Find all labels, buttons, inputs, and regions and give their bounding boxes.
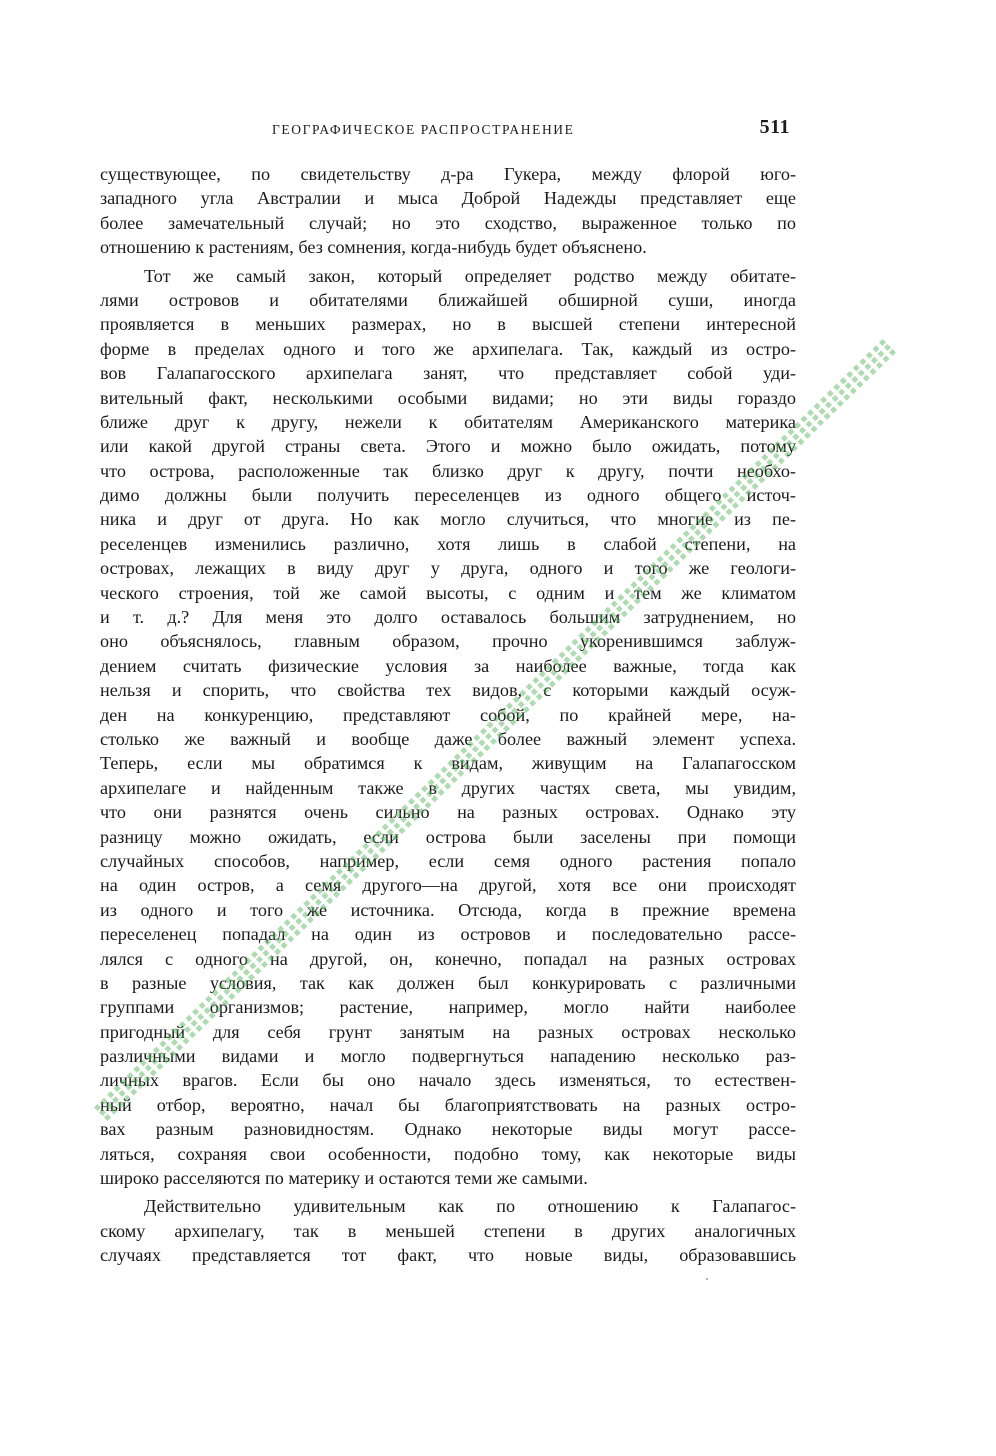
- watermark-dot: [840, 377, 847, 384]
- paragraph-3: [100, 1194, 796, 1267]
- watermark-dot: [807, 409, 814, 416]
- watermark-dot: [810, 425, 817, 432]
- text-line: группами организмов; растение, например, могло найти наиболее: [100, 997, 796, 1018]
- watermark-dot: [869, 368, 876, 375]
- text-line: ческого строения, той же самой высоты, с одним и тем же климатом: [100, 582, 796, 603]
- watermark-dot: [824, 413, 831, 420]
- text-line: Тот же самый закон, который определяет родство между обитате-: [144, 265, 796, 286]
- watermark-dot: [846, 371, 853, 378]
- text-line: существующее, по свидетельству д-ра Гукера, между флорой юго-: [100, 164, 796, 184]
- watermark-dot: [884, 344, 891, 351]
- text-line: димо должны были получить переселенцев из одного общего источ-: [100, 485, 796, 506]
- watermark-dot: [850, 387, 857, 394]
- text-line: столько же важный и вообще даже более важный элемент успеха.: [100, 728, 796, 749]
- watermark-dot: [800, 415, 807, 422]
- text-line: вов Галапагосского архипелага занят, что представляет собой уди-: [100, 363, 796, 384]
- text-line: оно объяснялось, главным образом, прочно укоренившимся заблуж-: [100, 631, 796, 652]
- text-line: проявляется в меньших размерах, но в высшей степени интересной: [100, 314, 796, 335]
- text-line: ден на конкуренцию, представляют собой, по крайней мере, на-: [100, 704, 796, 725]
- watermark-dot: [817, 419, 824, 426]
- text-line: вах разным разновидностям. Однако некоторые виды могут рассе-: [100, 1119, 796, 1140]
- text-line: что они разнятся очень сильно на разных островах. Однако эту: [100, 802, 796, 823]
- watermark-dot: [877, 350, 884, 357]
- watermark-dot: [851, 376, 858, 383]
- watermark-dot: [871, 357, 878, 364]
- watermark-dot: [804, 432, 811, 439]
- text-line: архипелаге и найденным также в других частях света, мы увидим,: [100, 777, 796, 798]
- text-line: отношению к растениям, без сомнения, когда-нибудь будет объяснено.: [100, 237, 647, 258]
- text-line: на один остров, а семя другого—на другой, хотя все они происходят: [100, 875, 796, 896]
- watermark-dot: [879, 339, 886, 346]
- watermark-dot: [876, 362, 883, 369]
- text-line: скому архипелагу, так в меньшей степени в других аналогичных: [100, 1220, 796, 1241]
- text-line: вительный факт, несколькими особыми видами; но эти виды гораздо: [100, 387, 796, 408]
- text-line: более замечательный случай; но это сходство, выраженное только по: [100, 212, 796, 233]
- body-text: [100, 162, 796, 1268]
- running-head: ГЕОГРАФИЧЕСКОЕ РАСПРОСТРАНЕНИЕ: [272, 122, 575, 137]
- watermark-dot: [819, 408, 826, 415]
- text-line: или какой другой страны света. Этого и можно было ожидать, потому: [100, 436, 796, 457]
- watermark-dot: [799, 427, 806, 434]
- watermark-dot: [889, 349, 896, 356]
- text-line: ближе друг к другу, нежели к обитателям Американского материка: [100, 411, 796, 432]
- watermark-dot: [827, 390, 834, 397]
- watermark-dot: [837, 400, 844, 407]
- watermark-dot: [814, 403, 821, 410]
- text-line: личных врагов. Если бы оно начало здесь изменяться, то естествен-: [100, 1070, 796, 1091]
- text-line: разницу можно ожидать, если острова были заселены при помощи: [100, 826, 796, 847]
- text-line: островах, лежащих в виду друг у друга, одного и того же геологи-: [100, 558, 796, 579]
- text-line: лями островов и обитателями ближайшей обширной суши, иногда: [100, 289, 796, 310]
- watermark-dot: [853, 364, 860, 371]
- watermark-dot: [858, 369, 865, 376]
- paragraph-1: [100, 162, 796, 260]
- text-line: переселенец попадал на один из островов и последовательно рассе-: [100, 924, 796, 945]
- watermark-dot: [832, 395, 839, 402]
- watermark-dot: [833, 384, 840, 391]
- watermark-dot: [843, 394, 850, 401]
- watermark-dot: [830, 406, 837, 413]
- watermark-dot: [805, 420, 812, 427]
- watermark-dot: [797, 438, 804, 445]
- scan-speck: [706, 1278, 708, 1280]
- text-line: ника и друг от друга. Но как могло случиться, что многие из пе-: [100, 509, 796, 530]
- paragraph-2: [100, 264, 796, 1191]
- watermark-dot: [864, 363, 871, 370]
- watermark-dot: [882, 355, 889, 362]
- watermark-dot: [866, 352, 873, 359]
- page-header: [100, 118, 796, 146]
- watermark-dot: [825, 401, 832, 408]
- text-line: различными видами и могло подвергнуться нападению несколько раз-: [100, 1046, 796, 1067]
- text-line: из одного и того же источника. Отсюда, когда в прежние времена: [100, 899, 796, 920]
- text-line: лялся с одного на другой, он, конечно, попадал на разных островах: [100, 948, 796, 969]
- text-line: что острова, расположенные так близко друг к другу, почти необхо-: [100, 460, 796, 481]
- watermark-dot: [820, 396, 827, 403]
- text-line: нельзя и спорить, что свойства тех видов, с которыми каждый осуж-: [100, 680, 796, 701]
- text-line: форме в пределах одного и того же архипелага. Так, каждый из остро-: [100, 338, 796, 359]
- text-line: ный отбор, вероятно, начал бы благоприятствовать на разных остро-: [100, 1094, 796, 1115]
- text-line: Теперь, если мы обратимся к видам, живущим на Галапагосском: [100, 753, 796, 774]
- text-line: и т. д.? Для меня это долго оставалось большим затруднением, но: [100, 607, 796, 628]
- text-line: в разные условия, так как должен был конкурировать с различными: [100, 972, 796, 993]
- text-line: случаях представляется тот факт, что новые виды, образовавшись: [100, 1245, 796, 1266]
- text-line: ляться, сохраняя свои особенности, подобно тому, как некоторые виды: [100, 1143, 796, 1164]
- watermark-dot: [812, 414, 819, 421]
- text-line: реселенцев изменились различно, хотя лишь в слабой степени, на: [100, 533, 796, 554]
- text-line: пригодный для себя грунт занятым на разных островах несколько: [100, 1021, 796, 1042]
- watermark-dot: [863, 374, 870, 381]
- text-line: Действительно удивительным как по отношению к Галапагос-: [144, 1196, 796, 1217]
- watermark-dot: [856, 381, 863, 388]
- watermark-dot: [838, 389, 845, 396]
- watermark-dot: [845, 382, 852, 389]
- text-line: западного угла Австралии и мыса Доброй Надежды представляет еще: [100, 188, 796, 209]
- text-line: дением считать физические условия за наиболее важные, тогда как: [100, 655, 796, 676]
- text-line: случайных способов, например, если семя одного растения попало: [100, 850, 796, 871]
- watermark-dot: [859, 358, 866, 365]
- text-line: широко расселяются по материку и остаются теми же самыми.: [100, 1168, 588, 1189]
- watermark-dot: [872, 345, 879, 352]
- page-number: 511: [759, 116, 790, 138]
